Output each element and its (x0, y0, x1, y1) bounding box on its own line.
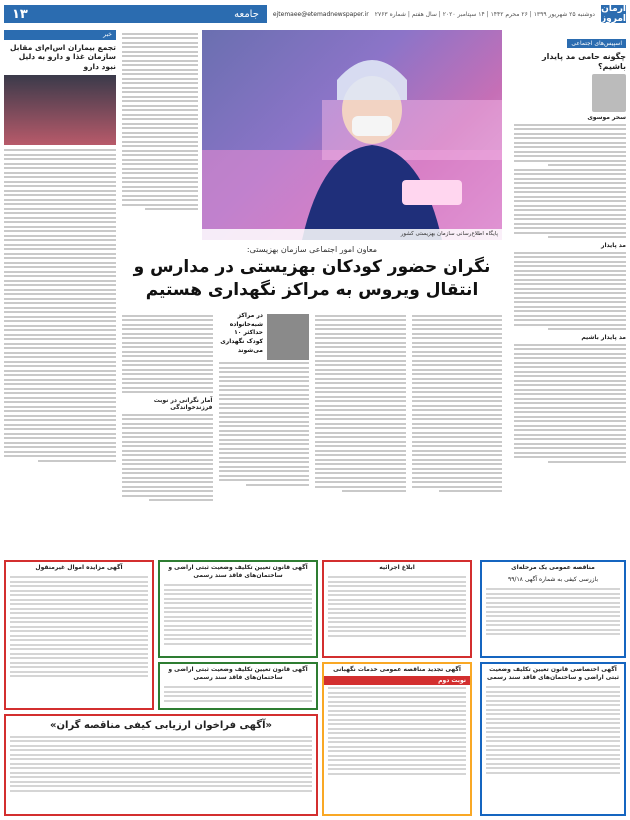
ad-security-tender[interactable]: آگهی تجدید مناقصه عمومی خدمات نگهبانی نوبت دوم (322, 662, 472, 816)
ad-auction[interactable]: آگهی مزایده اموال غیرمنقول (4, 560, 154, 710)
column-subhead-2: مد پایدار باشیم (581, 334, 626, 342)
column-body (514, 124, 626, 239)
protest-photo (4, 75, 116, 145)
ad-prequalification[interactable]: «آگهی فراخوان ارزیابی کیفی مناقصه گران» (4, 714, 318, 816)
main-article (122, 30, 502, 555)
paper-logo: آرمان امروز (600, 4, 626, 24)
article-subhead: آمار نگرانی در نوبت فرزندخواندگی (153, 397, 213, 411)
ad-land-registry-1[interactable]: آگهی قانون تعیین تکلیف وضعیت ثبتی اراضی و ساختمان‌های فاقد سند رسمی (158, 560, 318, 658)
section-banner (4, 5, 267, 23)
masthead (4, 4, 626, 24)
news-title[interactable]: تجمع بیماران اس‌ام‌ای مقابل سازمان غذا و دارو به دلیل نبود دارو (9, 43, 116, 71)
official-photo (267, 314, 309, 360)
news-tag: خبر (4, 30, 116, 40)
main-headline[interactable]: نگران حضور کودکان بهزیستی در مدارس و انتقال ویروس به مراکز نگهداری هستیم (133, 257, 491, 300)
author-photo (592, 74, 626, 112)
hero-photo (202, 30, 502, 240)
news-column (4, 30, 116, 555)
ads-section (4, 560, 626, 816)
news-body (4, 149, 116, 462)
column-subhead-1: مد پایدار (600, 242, 626, 250)
hero-side-text (122, 30, 198, 240)
column-title[interactable]: چگونه حامی مد پایدار باشیم؟ (541, 52, 626, 71)
section-label: جامعه (234, 8, 259, 20)
pull-quote: در مراکز شبه‌خانواده حداکثر ۱۰ کودک نگهداری می‌شوند (220, 312, 263, 354)
ad-land-registry-2[interactable]: آگهی قانون تعیین تکلیف وضعیت ثبتی اراضی و ساختمان‌های فاقد سند رسمی (158, 662, 318, 710)
issue-meta: دوشنبه ۲۵ شهریور ۱۳۹۹ | ۲۶ محرم ۱۴۴۲ | ۱۴ سپتامبر ۲۰۲۰ | سال هفتم | شماره ۲۷۶۳ (374, 10, 595, 18)
nurse-illustration (202, 30, 502, 240)
headline-kicker: معاون امور اجتماعی سازمان بهزیستی: (246, 245, 378, 254)
page-number: ۱۳ (12, 6, 28, 22)
section-email[interactable]: ejtemaee@etemadnewspaper.ir (272, 10, 369, 18)
ad-tender-inspection[interactable]: مناقصه عمومی یک مرحله‌ای بازرسی کیفی به شماره آگهی ۹۹/۱۸ (480, 560, 626, 658)
column-tag: اسپیس‌های اجتماعی (567, 39, 626, 48)
ad-execution-notice[interactable]: ابلاغ اجرائیه (322, 560, 472, 658)
opinion-column (514, 30, 626, 555)
photo-caption: پایگاه اطلاع‌رسانی سازمان بهزیستی کشور (202, 229, 502, 240)
ad-land-registry-3[interactable]: آگهی اختصاصی قانون تعیین تکلیف وضعیت ثبتی اراضی و ساختمان‌های فاقد سند رسمی (480, 662, 626, 816)
article-body (122, 312, 502, 555)
author-name: سحر موسوی (587, 114, 626, 122)
